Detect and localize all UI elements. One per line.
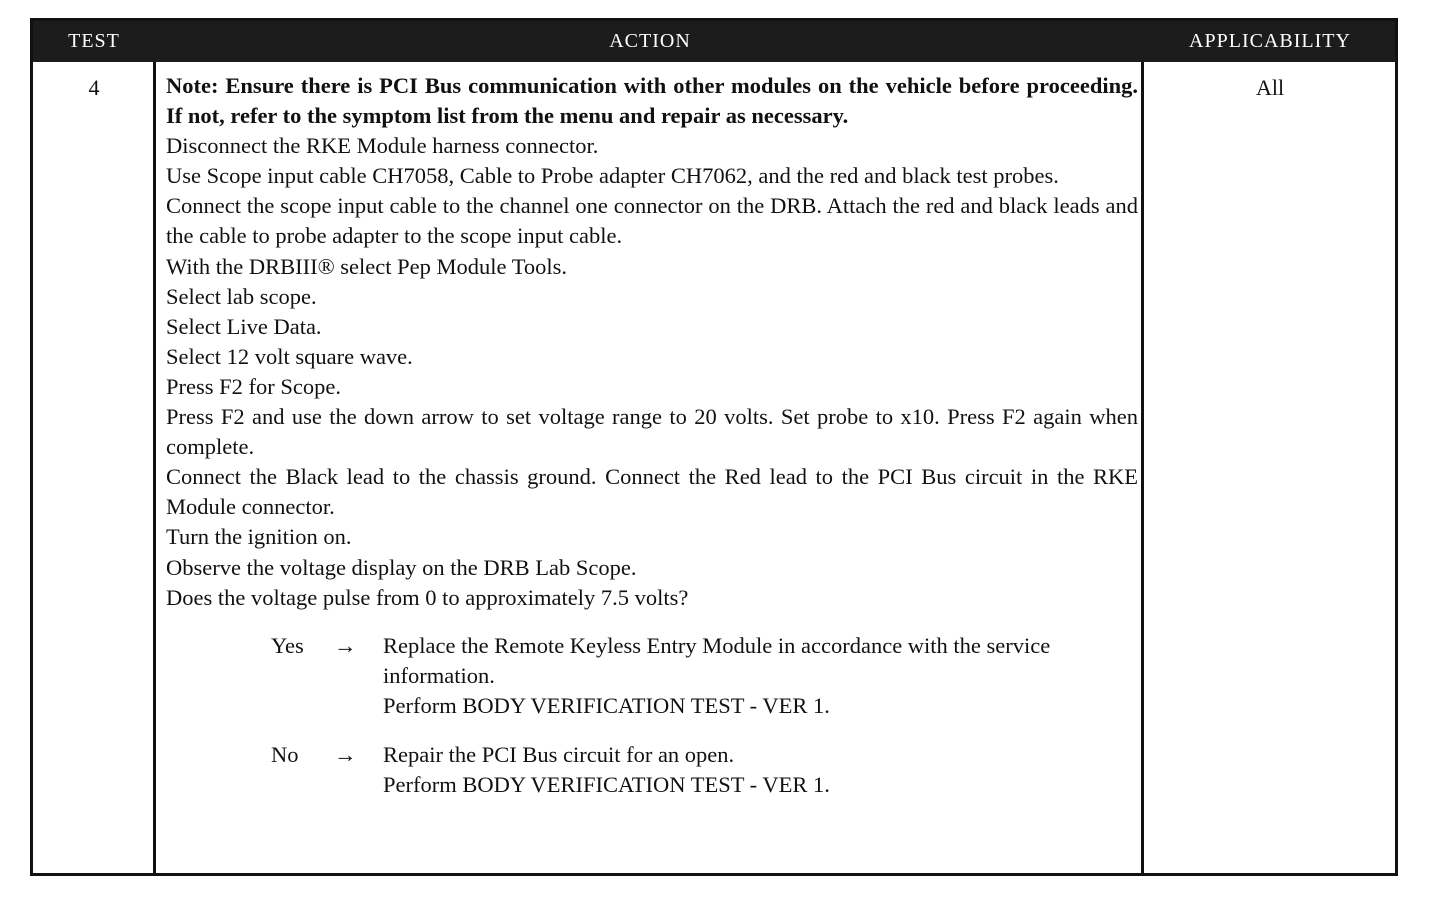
step-10: Connect the Black lead to the chassis ground. Connect the Red lead to the PCI Bus circuit in the RKE Module connector. bbox=[166, 464, 1138, 520]
step-1: Disconnect the RKE Module harness connector. bbox=[166, 133, 599, 159]
action-cell bbox=[166, 71, 1138, 819]
result-no-line-2: Perform BODY VERIFICATION TEST - VER 1. bbox=[383, 772, 830, 798]
header-action: ACTION bbox=[609, 30, 691, 52]
header-applicability: APPLICABILITY bbox=[1189, 30, 1351, 52]
right-arrow-icon: → bbox=[334, 741, 357, 767]
applicability-value: All bbox=[1255, 75, 1285, 100]
result-no-line-1: Repair the PCI Bus circuit for an open. bbox=[383, 741, 735, 767]
note-text: Note: Ensure there is PCI Bus communication with other modules on the vehicle before proceeding. If not, refer to the symptom list from the menu and repair as necessary. bbox=[166, 73, 1138, 129]
test-number: 4 bbox=[88, 75, 100, 100]
result-no bbox=[166, 740, 1138, 800]
column-divider-2 bbox=[1141, 62, 1144, 873]
header-test: TEST bbox=[68, 30, 120, 52]
step-11: Turn the ignition on. bbox=[166, 524, 352, 550]
step-12: Observe the voltage display on the DRB Lab Scope. bbox=[166, 554, 637, 580]
result-yes-line-1: Replace the Remote Keyless Entry Module in accordance with the service information. bbox=[383, 632, 1051, 688]
step-8: Press F2 for Scope. bbox=[166, 373, 341, 399]
step-9: Press F2 and use the down arrow to set voltage range to 20 volts. Set probe to x10. Press F2 again when complete. bbox=[166, 404, 1138, 460]
results bbox=[166, 631, 1138, 800]
step-4: With the DRBIII® select Pep Module Tools. bbox=[166, 253, 568, 279]
step-5: Select lab scope. bbox=[166, 283, 317, 309]
step-13: Does the voltage pulse from 0 to approximately 7.5 volts? bbox=[166, 584, 689, 610]
step-6: Select Live Data. bbox=[166, 313, 322, 339]
result-yes-line-2: Perform BODY VERIFICATION TEST - VER 1. bbox=[383, 692, 830, 718]
result-yes bbox=[166, 631, 1138, 721]
table-header bbox=[33, 21, 1395, 62]
step-2: Use Scope input cable CH7058, Cable to Probe adapter CH7062, and the red and black test probes. bbox=[166, 163, 1059, 189]
result-yes-label: Yes bbox=[271, 632, 304, 658]
right-arrow-icon: → bbox=[334, 632, 357, 658]
step-7: Select 12 volt square wave. bbox=[166, 343, 413, 369]
result-no-label: No bbox=[271, 741, 299, 767]
step-3: Connect the scope input cable to the channel one connector on the DRB. Attach the red and black leads and the cable to probe adapter to the scope input cable. bbox=[166, 193, 1138, 249]
diagnostic-table bbox=[30, 18, 1398, 876]
column-divider-1 bbox=[153, 62, 156, 873]
